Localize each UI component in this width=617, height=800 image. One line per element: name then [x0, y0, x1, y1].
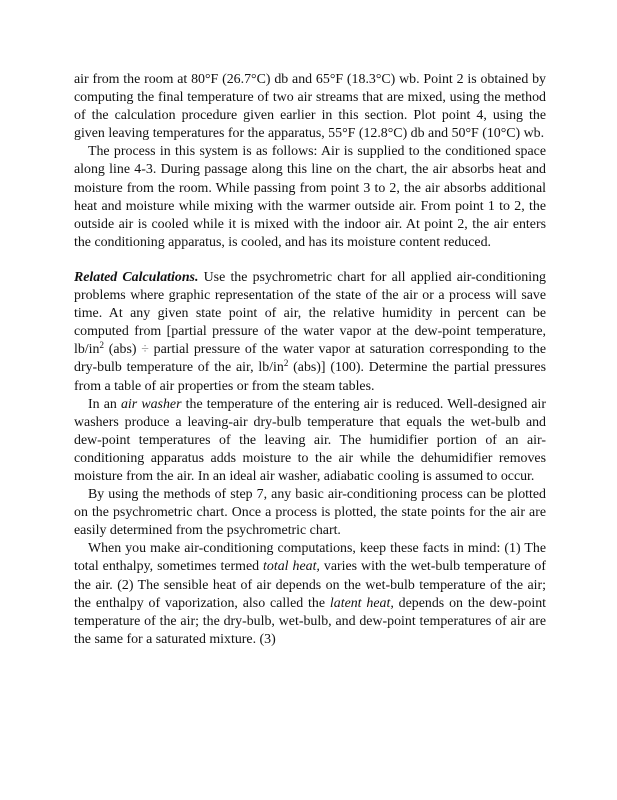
paragraph-text: varies with the wet-bulb temperature of the air. (2) The sensible heat of air depends on the wet-bulb temperature of the air; the enthalpy of vaporization, also called the [74, 559, 546, 611]
paragraph-text: When you make air-conditioning computations, keep these facts in mind: (1) The total enthalpy, sometimes termed [74, 541, 546, 575]
document-page [74, 71, 546, 649]
paragraph-chart-points [74, 71, 546, 143]
paragraph-facts-in-mind [74, 540, 546, 649]
paragraph-process-description [74, 143, 546, 252]
paragraph-text: air from the room at 80°F (26.7°C) db and 65°F (18.3°C) wb. Point 2 is obtained by computing the final temperature of two air streams that are mixed, using the method of the calculation procedure given earlier in this section. Plot point 4, using the given leaving temperatures for the apparatus, 55°F (12.8°C) db and 50°F (10°C) wb. [74, 72, 546, 142]
paragraph-text: The process in this system is as follows: Air is supplied to the conditioned space along line 4-3. During passage along this line on the chart, the air absorbs heat and moisture from the room. While passing from point 3 to 2, the air absorbs additional heat and moisture while mixing with the warmer outside air. From point 1 to 2, the outside air is cooled while it is mixed with the indoor air. At point 2, the air enters the conditioning apparatus, is cooled, and has its moisture content reduced. [74, 144, 546, 250]
paragraph-related-calculations [74, 269, 546, 396]
paragraph-text: (abs) [103, 342, 142, 358]
superscript: 2 [99, 340, 104, 351]
paragraph-text: the temperature of the entering air is reduced. Well-designed air washers produce a leaving-air dry-bulb temperature that equals the wet-bulb and dew-point temperatures of the leaving air. The humidifier portion of an air-conditioning apparatus adds moisture to the air while the dehumidifier removes moisture from the air. In an ideal air washer, adiabatic cooling is assumed to occur. [74, 396, 546, 484]
emphasis-term: latent heat, [329, 595, 394, 611]
paragraph-air-washer [74, 396, 546, 486]
section-heading: Related Calculations. [74, 269, 199, 285]
emphasis-term: total heat, [263, 559, 320, 575]
paragraph-text: partial pressure of the water vapor at saturation corresponding to the dry-bulb temperature of the air, lb/in [74, 342, 546, 376]
paragraph-text: Use the psychrometric chart for all applied air-conditioning problems where graphic representation of the state of the air or a process will save time. At any given state point of air, the relative humidity in percent can be computed from [partial pressure of the water vapor at the dew-point temperature, lb/in [74, 269, 546, 358]
paragraph-text: By using the methods of step 7, any basic air-conditioning process can be plotted on the psychrometric chart. Once a process is plotted, the state points for the air are easily determined from the psychrometric chart. [74, 487, 546, 539]
paragraph-text: In an [88, 396, 121, 412]
paragraph-text: (abs)] (100). Determine the partial pressures from a table of air properties or from the steam tables. [74, 360, 546, 394]
paragraph-step-7-methods [74, 486, 546, 540]
paragraph-text: depends on the dew-point temperature of the air; the dry-bulb, wet-bulb, and dew-point temperatures of air are the same for a saturated mixture. (3) [74, 595, 547, 647]
divide-sign: ÷ [141, 342, 149, 358]
superscript: 2 [283, 358, 289, 369]
emphasis-term: air washer [120, 396, 182, 412]
